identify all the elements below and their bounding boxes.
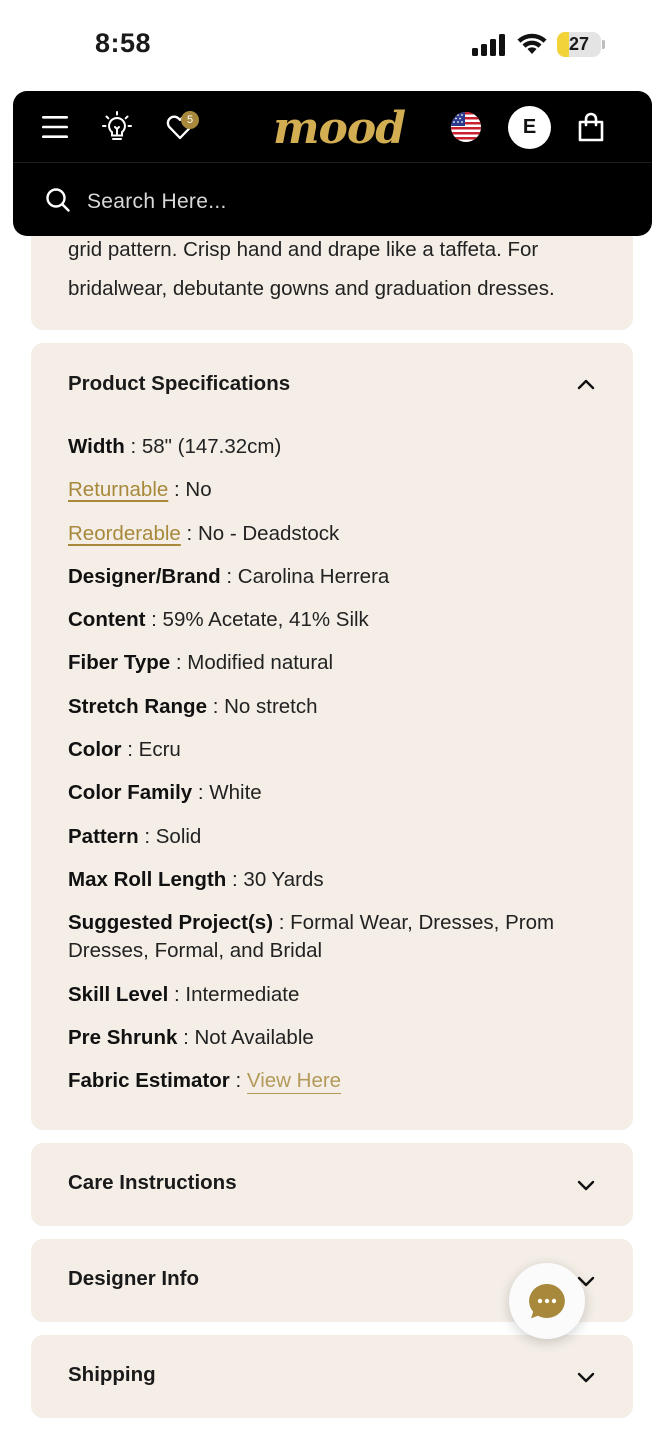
spec-row-suggested-projects	[68, 909, 613, 965]
shopping-bag-icon[interactable]	[576, 109, 606, 145]
spec-separator: :	[226, 564, 233, 588]
reorderable-link[interactable]: Reorderable	[68, 521, 181, 545]
returnable-link[interactable]: Returnable	[68, 478, 169, 502]
shipping-title[interactable]: Shipping	[68, 1363, 156, 1386]
spec-value: No	[185, 478, 212, 502]
us-flag-icon[interactable]	[450, 111, 482, 143]
spec-value: Solid	[155, 824, 202, 848]
spec-value: 58" (147.32cm)	[141, 435, 282, 458]
spec-row-color-family	[68, 779, 613, 807]
spec-label: Pattern	[68, 824, 139, 848]
search-bar[interactable]	[13, 163, 652, 236]
spec-label: Color Family	[68, 781, 193, 805]
product-specifications-section	[31, 343, 633, 1130]
spec-label: Width	[68, 435, 125, 458]
spec-separator: :	[144, 824, 151, 848]
status-time: 8:58	[95, 28, 152, 58]
header-toolbar	[13, 91, 652, 163]
cellular-signal-icon	[472, 34, 506, 56]
spec-value: Not Available	[194, 1025, 314, 1049]
spec-row-pattern	[68, 823, 613, 851]
spec-separator: :	[173, 982, 180, 1006]
shipping-section[interactable]	[31, 1335, 633, 1418]
spec-row-returnable	[68, 476, 613, 504]
spec-row-width	[68, 433, 613, 461]
care-instructions-title[interactable]: Care Instructions	[68, 1171, 237, 1194]
spec-value: No stretch	[224, 694, 318, 718]
spec-value: White	[209, 781, 262, 805]
chat-button[interactable]	[509, 1263, 585, 1339]
chat-bubble-icon	[527, 1282, 567, 1320]
spec-label: Content	[68, 608, 146, 632]
spec-value: Ecru	[138, 738, 181, 762]
search-icon[interactable]	[45, 187, 71, 213]
spec-value: Intermediate	[185, 982, 300, 1006]
spec-separator: :	[197, 781, 204, 805]
spec-label: Color	[68, 738, 122, 762]
spec-value: No - Deadstock	[197, 521, 340, 545]
spec-value: Carolina Herrera	[237, 564, 390, 588]
spec-value: Formal Wear, Dresses, Prom Dresses, Formal, and Bridal	[68, 911, 555, 963]
chevron-down-icon[interactable]	[574, 1173, 598, 1197]
spec-label: Suggested Project(s)	[68, 911, 274, 935]
spec-label: Max Roll Length	[68, 867, 227, 891]
lightbulb-icon[interactable]	[99, 109, 135, 145]
spec-separator: :	[232, 867, 238, 891]
spec-value: 59% Acetate, 41% Silk	[162, 608, 369, 632]
battery-icon	[557, 32, 605, 57]
spec-row-skill-level	[68, 981, 613, 1009]
spec-value: 30 Yards	[243, 867, 324, 891]
spec-separator: :	[127, 738, 133, 762]
designer-info-title[interactable]: Designer Info	[68, 1267, 199, 1290]
spec-row-color	[68, 736, 613, 764]
spec-separator: :	[235, 1069, 242, 1093]
chevron-down-icon[interactable]	[574, 1365, 598, 1389]
spec-separator: :	[212, 694, 219, 718]
specifications-list	[68, 433, 613, 1110]
wishlist-count-badge: 5	[181, 111, 199, 129]
spec-label: Skill Level	[68, 982, 169, 1006]
hamburger-menu-icon[interactable]	[40, 111, 70, 143]
account-avatar[interactable]: E	[508, 106, 551, 149]
fabric-estimator-link[interactable]: View Here	[246, 1069, 342, 1093]
chevron-up-icon[interactable]	[574, 373, 598, 397]
spec-separator: :	[278, 911, 285, 935]
spec-row-designer-brand	[68, 563, 613, 591]
status-bar	[0, 0, 665, 90]
spec-label: Fabric Estimator	[68, 1069, 230, 1093]
spec-label: Pre Shrunk	[68, 1025, 178, 1049]
product-description-text: grid pattern. Crisp hand and drape like a taffeta. For bridalwear, debutante gowns and graduation dresses.	[68, 238, 555, 300]
spec-row-content	[68, 606, 613, 634]
site-header	[13, 91, 652, 236]
spec-row-reorderable	[68, 520, 613, 548]
spec-separator: :	[186, 521, 193, 545]
spec-label: Designer/Brand	[68, 564, 221, 588]
spec-label: Fiber Type	[68, 651, 171, 675]
battery-level: 27	[568, 34, 590, 54]
care-instructions-section[interactable]	[31, 1143, 633, 1226]
spec-row-fabric-estimator	[68, 1067, 613, 1095]
spec-row-stretch-range	[68, 693, 613, 721]
spec-value: Modified natural	[187, 651, 334, 675]
mood-logo[interactable]: mood	[272, 102, 406, 154]
spec-row-pre-shrunk	[68, 1024, 613, 1052]
spec-row-max-roll-length	[68, 866, 613, 894]
spec-separator: :	[151, 608, 157, 632]
spec-label: Stretch Range	[68, 694, 207, 718]
spec-row-fiber-type	[68, 649, 613, 677]
search-input[interactable]: Search Here...	[87, 190, 227, 213]
wifi-icon	[516, 32, 548, 56]
specifications-title[interactable]: Product Specifications	[68, 372, 291, 395]
spec-separator: :	[174, 478, 180, 502]
spec-separator: :	[175, 651, 182, 675]
spec-separator: :	[183, 1025, 189, 1049]
spec-separator: :	[130, 435, 137, 458]
